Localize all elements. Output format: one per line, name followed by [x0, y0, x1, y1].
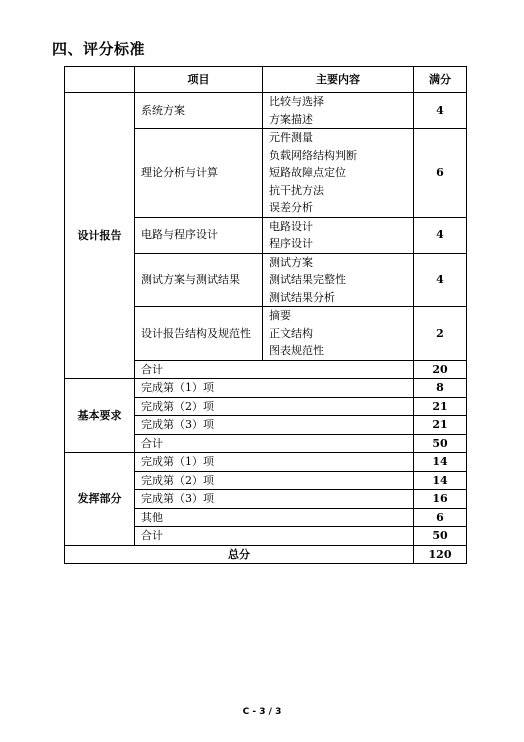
item-cell: 完成第（3）项	[135, 416, 414, 435]
section-heading: 四、评分标准	[52, 40, 146, 58]
score-cell: 14	[414, 453, 467, 472]
content-cell	[263, 307, 414, 361]
score-cell: 2	[414, 307, 467, 361]
content-line: 测试方案	[269, 255, 313, 269]
score-cell: 21	[414, 397, 467, 416]
item-cell: 完成第（2）项	[135, 471, 414, 490]
header-item: 项目	[135, 67, 263, 93]
content-line: 测试结果分析	[269, 290, 335, 304]
content-cell	[263, 253, 414, 307]
item-cell: 系统方案	[135, 93, 263, 129]
content-cell	[263, 129, 414, 218]
score-cell: 6	[414, 508, 467, 527]
table-row	[65, 453, 467, 472]
item-cell: 完成第（3）项	[135, 490, 414, 509]
header-content: 主要内容	[263, 67, 414, 93]
score-cell: 6	[414, 129, 467, 218]
table-row	[65, 379, 467, 398]
score-cell: 4	[414, 253, 467, 307]
subtotal-label: 合计	[135, 527, 414, 546]
table-row	[65, 93, 467, 129]
score-cell: 4	[414, 93, 467, 129]
table-header-row	[65, 67, 467, 93]
content-line: 测试结果完整性	[269, 273, 346, 286]
content-line: 方案描述	[269, 112, 313, 126]
content-line: 误差分析	[269, 201, 313, 214]
content-line: 元件测量	[269, 131, 313, 144]
score-cell: 16	[414, 490, 467, 509]
content-cell	[263, 217, 414, 253]
item-cell: 测试方案与测试结果	[135, 253, 263, 307]
content-line: 正文结构	[269, 326, 313, 340]
content-line: 比较与选择	[269, 95, 324, 108]
content-cell	[263, 93, 414, 129]
subtotal-score: 20	[414, 360, 467, 379]
item-cell: 完成第（2）项	[135, 397, 414, 416]
subtotal-score: 50	[414, 434, 467, 453]
item-cell: 设计报告结构及规范性	[135, 307, 263, 361]
grand-total-row	[65, 545, 467, 564]
group-basic-requirements: 基本要求	[65, 379, 135, 453]
group-design-report: 设计报告	[65, 93, 135, 379]
content-line: 程序设计	[269, 237, 313, 250]
subtotal-label: 合计	[135, 360, 414, 379]
content-line: 摘要	[269, 309, 291, 322]
item-cell: 理论分析与计算	[135, 129, 263, 218]
content-line: 图表规范性	[269, 344, 324, 357]
item-cell: 完成第（1）项	[135, 453, 414, 472]
score-cell: 8	[414, 379, 467, 398]
item-cell: 电路与程序设计	[135, 217, 263, 253]
content-line: 短路故障点定位	[269, 166, 346, 179]
content-line: 电路设计	[269, 219, 313, 233]
score-cell: 14	[414, 471, 467, 490]
item-cell: 其他	[135, 508, 414, 527]
subtotal-score: 50	[414, 527, 467, 546]
grand-total-score: 120	[414, 545, 467, 564]
score-cell: 21	[414, 416, 467, 435]
grand-total-label: 总分	[65, 545, 414, 564]
scoring-table	[64, 66, 467, 564]
header-score: 满分	[414, 67, 467, 93]
subtotal-label: 合计	[135, 434, 414, 453]
content-line: 负载网络结构判断	[269, 148, 357, 162]
score-cell: 4	[414, 217, 467, 253]
group-extension-part: 发挥部分	[65, 453, 135, 546]
header-blank	[65, 67, 135, 93]
content-line: 抗干扰方法	[269, 183, 324, 197]
page-footer: C - 3 / 3	[242, 707, 282, 717]
item-cell: 完成第（1）项	[135, 379, 414, 398]
